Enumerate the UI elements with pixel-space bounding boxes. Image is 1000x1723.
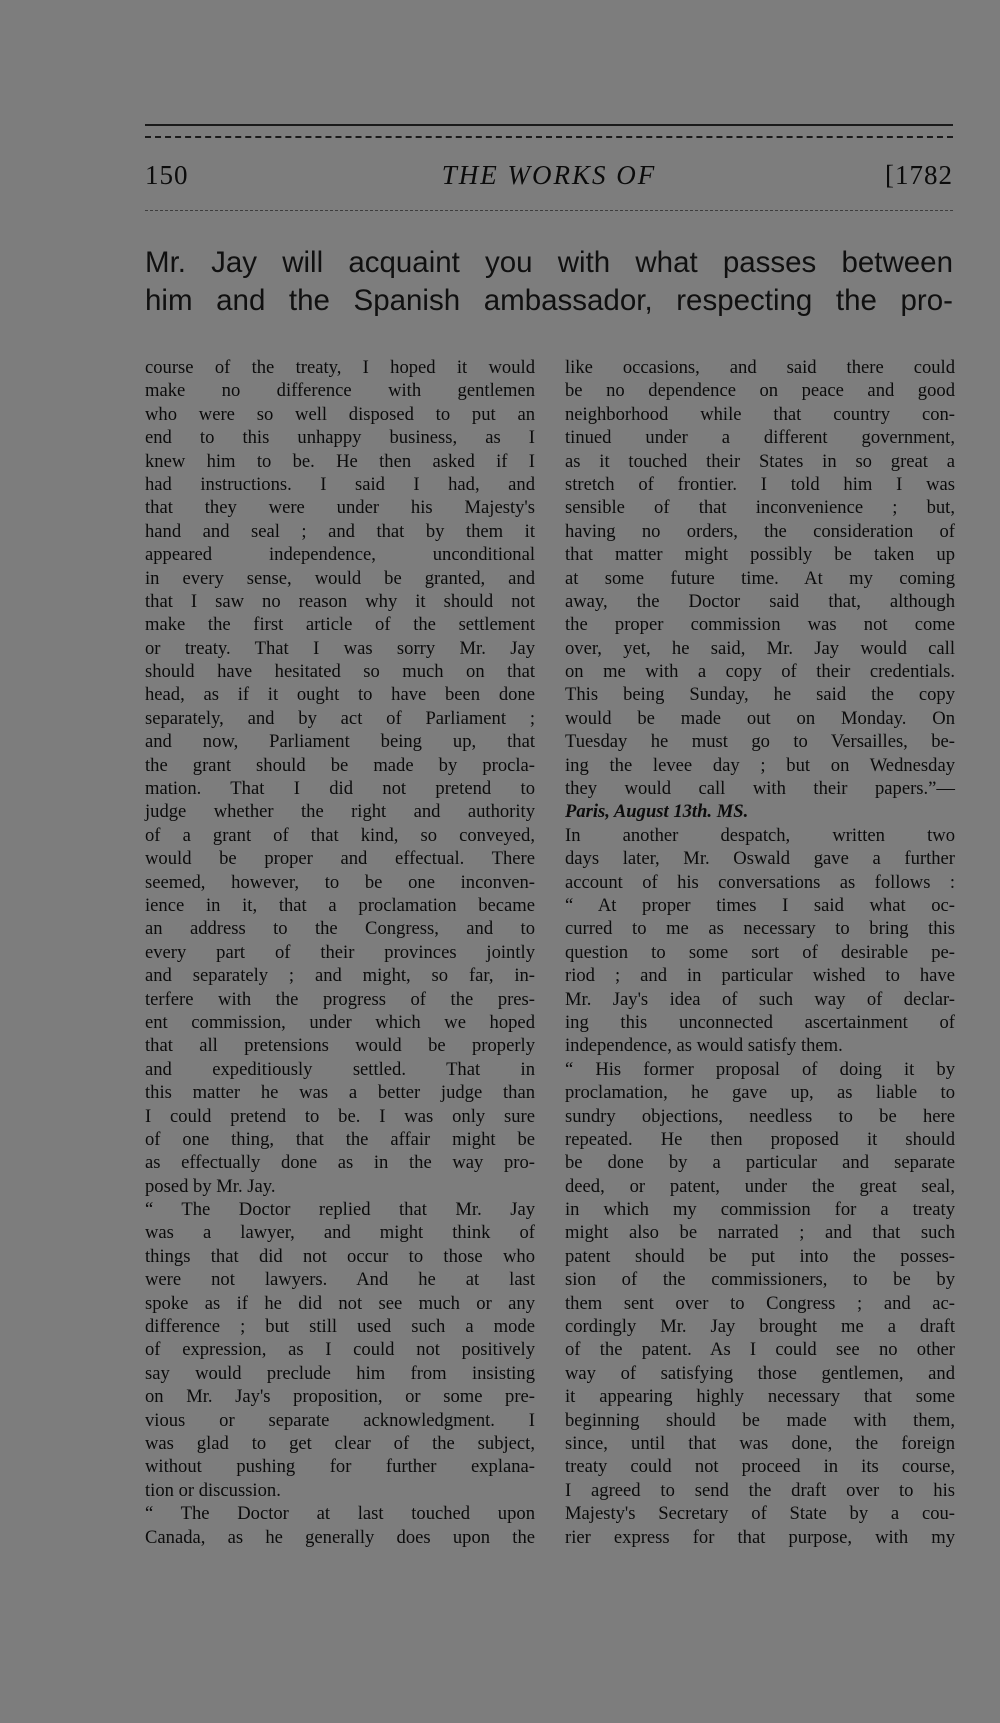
text-line: Tuesday he must go to Versailles, be- (565, 731, 955, 753)
text-line: Canada, as he generally does upon the (145, 1526, 535, 1548)
text-line: them sent over to Congress ; and ac- (565, 1292, 955, 1314)
text-line: ience in it, that a proclamation became (145, 894, 535, 916)
text-line: and now, Parliament being up, that (145, 731, 535, 753)
text-line: they would call with their papers.”— (565, 778, 955, 800)
text-line: mation. That I did not pretend to (145, 778, 535, 800)
text-line: proclamation, he gave up, as liable to (565, 1082, 955, 1104)
text-line: and expeditiously settled. That in (145, 1058, 535, 1080)
text-line: the grant should be made by procla- (145, 754, 535, 776)
text-line: and separately ; and might, so far, in- (145, 965, 535, 987)
text-line: “ The Doctor replied that Mr. Jay (145, 1199, 535, 1221)
text-line: Paris, August 13th. MS. (565, 801, 749, 823)
year-marker: [1782 (885, 160, 953, 190)
text-line: or treaty. That I was sorry Mr. Jay (145, 637, 535, 659)
text-line: judge whether the right and authority (145, 801, 535, 823)
text-line: be no dependence on peace and good (565, 380, 955, 402)
text-line: “ The Doctor at last touched upon (145, 1503, 535, 1525)
text-line: on Mr. Jay's proposition, or some pre- (145, 1386, 535, 1408)
text-line: at some future time. At my coming (565, 567, 955, 589)
text-line: every part of their provinces jointly (145, 941, 535, 963)
text-line: of one thing, that the affair might be (145, 1128, 535, 1150)
text-line: was a lawyer, and might think of (145, 1222, 535, 1244)
text-line: an address to the Congress, and to (145, 918, 535, 940)
text-line: separately, and by act of Parliament ; (145, 707, 535, 729)
text-line: make the first article of the settlement (145, 614, 535, 636)
text-line: hand and seal ; and that by them it (145, 520, 535, 542)
text-line: in every sense, would be granted, and (145, 567, 535, 589)
page-header (145, 160, 953, 200)
page-number: 150 (145, 160, 189, 190)
text-line: would be proper and effectual. There (145, 848, 535, 870)
text-line: in which my commission for a treaty (565, 1199, 955, 1221)
text-line: I agreed to send the draft over to his (565, 1479, 955, 1501)
text-line: way of satisfying those gentlemen, and (565, 1362, 955, 1384)
text-line: Mr. Jay's idea of such way of declar- (565, 988, 955, 1010)
text-line: riod ; and in particular wished to have (565, 965, 955, 987)
text-line: having no orders, the consideration of (565, 520, 955, 542)
text-line: make no difference with gentlemen (145, 380, 535, 402)
text-line: difference ; but still used such a mode (145, 1316, 535, 1338)
text-line: “ At proper times I said what oc- (565, 894, 955, 916)
text-line: was glad to get clear of the subject, (145, 1432, 535, 1454)
text-line: days later, Mr. Oswald gave a further (565, 848, 955, 870)
text-line: deed, or patent, under the great seal, (565, 1175, 955, 1197)
text-line: as effectually done as in the way pro- (145, 1152, 535, 1174)
text-line: ing this unconnected ascertainment of (565, 1011, 955, 1033)
text-line: course of the treaty, I hoped it would (145, 357, 535, 378)
text-line: away, the Doctor said that, although (565, 590, 955, 612)
text-line: seemed, however, to be one inconven- (145, 871, 535, 893)
text-line: should have hesitated so much on that (145, 661, 535, 683)
text-line: sensible of that inconvenience ; but, (565, 497, 955, 519)
text-line: say would preclude him from insisting (145, 1362, 535, 1384)
text-line: cordingly Mr. Jay brought me a draft (565, 1316, 955, 1338)
text-line: that they were under his Majesty's (145, 497, 535, 519)
text-line: repeated. He then proposed it should (565, 1128, 955, 1150)
text-line: head, as if it ought to have been done (145, 684, 535, 706)
text-line: over, yet, he said, Mr. Jay would call (565, 637, 955, 659)
text-line: ing the levee day ; but on Wednesday (565, 754, 955, 776)
text-line: Majesty's Secretary of State by a cou- (565, 1503, 955, 1525)
text-line: might also be narrated ; and that such (565, 1222, 955, 1244)
text-line: stretch of frontier. I told him I was (565, 473, 955, 495)
text-line: things that did not occur to those who (145, 1245, 535, 1267)
text-line: that all pretensions would be properly (145, 1035, 535, 1057)
text-line: spoke as if he did not see much or any (145, 1292, 535, 1314)
text-line: terfere with the progress of the pres- (145, 988, 535, 1010)
text-line: sion of the commissioners, to be by (565, 1269, 955, 1291)
text-line: appeared independence, unconditional (145, 544, 535, 566)
top-rule (145, 124, 953, 126)
text-line: it appearing highly necessary that some (565, 1386, 955, 1408)
text-line: patent should be put into the posses- (565, 1245, 955, 1267)
text-line: neighborhood while that country con- (565, 403, 955, 425)
text-line: treaty could not proceed in its course, (565, 1456, 955, 1478)
text-line: this matter he was a better judge than (145, 1082, 535, 1104)
text-line: independence, as would satisfy them. (565, 1035, 843, 1057)
text-line: In another despatch, written two (565, 824, 955, 846)
text-line: of a grant of that kind, so conveyed, (145, 824, 535, 846)
text-line: account of his conversations as follows : (565, 871, 955, 893)
text-line: knew him to be. He then asked if I (145, 450, 535, 472)
intro-line: him and the Spanish ambassador, respecting the pro- (145, 284, 953, 317)
text-line: rier express for that purpose, with my (565, 1526, 955, 1548)
text-line: beginning should be made with them, (565, 1409, 955, 1431)
text-line: “ His former proposal of doing it by (565, 1058, 955, 1080)
text-line: tinued under a different government, (565, 427, 955, 449)
text-line: who were so well disposed to put an (145, 403, 535, 425)
text-line: sundry objections, needless to be here (565, 1105, 955, 1127)
text-line: This being Sunday, he said the copy (565, 684, 955, 706)
text-line: be done by a particular and separate (565, 1152, 955, 1174)
intro-paragraph (145, 244, 953, 320)
header-underline (145, 210, 953, 211)
text-line: end to this unhappy business, as I (145, 427, 535, 449)
text-line: ent commission, under which we hoped (145, 1011, 535, 1033)
text-line: the proper commission was not come (565, 614, 955, 636)
top-rule-dashed (145, 136, 953, 138)
text-line: question to some sort of desirable pe- (565, 941, 955, 963)
text-line: that I saw no reason why it should not (145, 590, 535, 612)
text-line: curred to me as necessary to bring this (565, 918, 955, 940)
intro-line: Mr. Jay will acquaint you with what passes between (145, 246, 953, 279)
text-line: vious or separate acknowledgment. I (145, 1409, 535, 1431)
text-line: of the patent. As I could see no other (565, 1339, 955, 1361)
text-line: would be made out on Monday. On (565, 707, 955, 729)
text-line: that matter might possibly be taken up (565, 544, 955, 566)
text-line: of expression, as I could not positively (145, 1339, 535, 1361)
text-line: as it touched their States in so great a (565, 450, 955, 472)
text-line: had instructions. I said I had, and (145, 473, 535, 495)
running-title: THE WORKS OF (441, 160, 657, 190)
text-line: posed by Mr. Jay. (145, 1175, 276, 1197)
text-line: I could pretend to be. I was only sure (145, 1105, 535, 1127)
text-line: since, until that was done, the foreign (565, 1432, 955, 1454)
text-line: on me with a copy of their credentials. (565, 661, 955, 683)
left-text-column (145, 356, 535, 1549)
right-text-column (565, 356, 955, 1549)
text-line: tion or discussion. (145, 1479, 281, 1501)
text-line: were not lawyers. And he at last (145, 1269, 535, 1291)
text-line: without pushing for further explana- (145, 1456, 535, 1478)
text-line: like occasions, and said there could (565, 357, 955, 378)
